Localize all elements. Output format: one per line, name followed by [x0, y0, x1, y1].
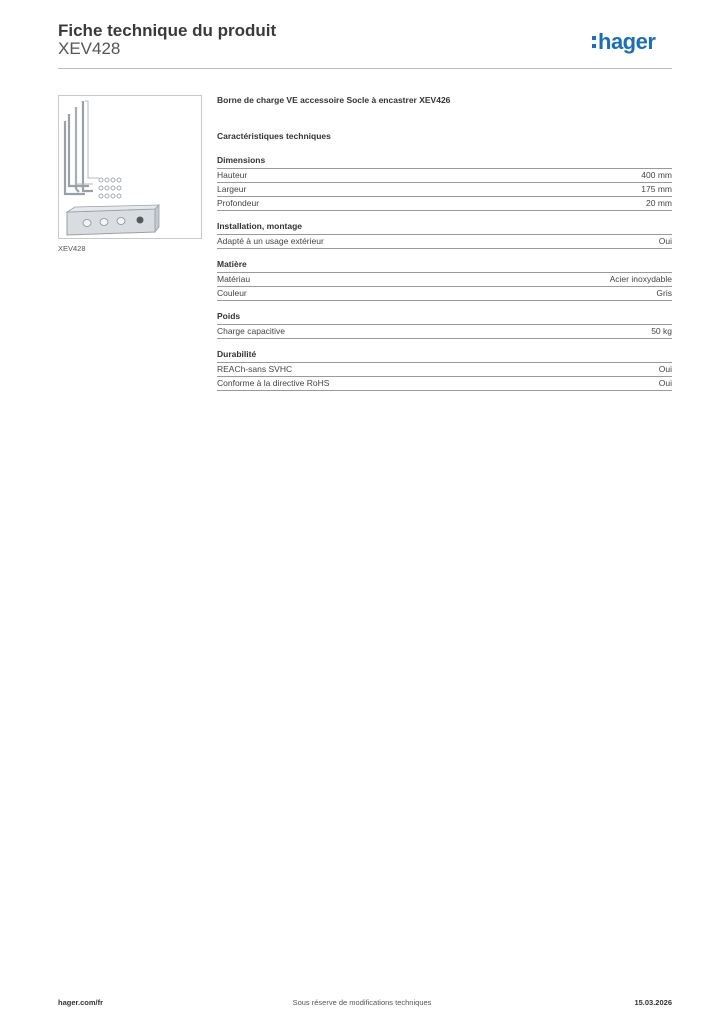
- image-caption: XEV428: [58, 244, 86, 253]
- section-title: Durabilité: [217, 349, 672, 363]
- product-illustration: [59, 96, 201, 238]
- spec-value: Oui: [658, 378, 672, 388]
- spec-label: Couleur: [217, 288, 247, 298]
- spec-row: [217, 197, 672, 211]
- spec-section-dimensions: [217, 155, 672, 211]
- spec-label: Hauteur: [217, 170, 248, 180]
- section-title: Dimensions: [217, 155, 672, 169]
- spec-label: Adapté à un usage extérieur: [217, 236, 324, 246]
- tech-heading: Caractéristiques techniques: [217, 131, 331, 141]
- spec-row: [217, 169, 672, 183]
- spec-value: Oui: [658, 364, 672, 374]
- spec-value: 175 mm: [641, 184, 672, 194]
- spec-content: [217, 95, 672, 401]
- svg-text:hager: hager: [598, 29, 656, 54]
- footer-disclaimer: Sous réserve de modifications techniques: [292, 998, 432, 1007]
- spec-section-material: [217, 259, 672, 301]
- spec-value: 20 mm: [646, 198, 672, 208]
- spec-row: [217, 273, 672, 287]
- product-code: XEV428: [58, 39, 121, 58]
- spec-row: [217, 287, 672, 301]
- spec-section-durability: [217, 349, 672, 391]
- spec-label: Profondeur: [217, 198, 260, 208]
- footer-website-link[interactable]: hager.com/fr: [58, 998, 104, 1007]
- spec-value: 400 mm: [641, 170, 672, 180]
- section-title: Installation, montage: [217, 221, 672, 235]
- spec-row: [217, 183, 672, 197]
- spec-label: Matériau: [217, 274, 251, 284]
- spec-row: [217, 363, 672, 377]
- spec-section-weight: [217, 311, 672, 339]
- product-image: [58, 95, 202, 239]
- spec-row: [217, 325, 672, 339]
- spec-value: Acier inoxydable: [609, 274, 672, 284]
- header-divider: [58, 68, 672, 69]
- spec-section-installation: [217, 221, 672, 249]
- spec-value: Oui: [658, 236, 672, 246]
- spec-row: [217, 377, 672, 391]
- product-name: Borne de charge VE accessoire Socle à encastrer XEV426: [217, 95, 451, 105]
- section-title: Matière: [217, 259, 672, 273]
- spec-row: [217, 235, 672, 249]
- section-title: Poids: [217, 311, 672, 325]
- spec-label: Conforme à la directive RoHS: [217, 378, 330, 388]
- spec-value: Gris: [656, 288, 672, 298]
- spec-label: REACh-sans SVHC: [217, 364, 293, 374]
- spec-value: 50 kg: [651, 326, 672, 336]
- spec-label: Charge capacitive: [217, 326, 286, 336]
- footer-date: 15.03.2026: [634, 998, 672, 1007]
- hager-logo: [592, 28, 676, 56]
- spec-label: Largeur: [217, 184, 247, 194]
- page-title: Fiche technique du produit: [58, 21, 277, 40]
